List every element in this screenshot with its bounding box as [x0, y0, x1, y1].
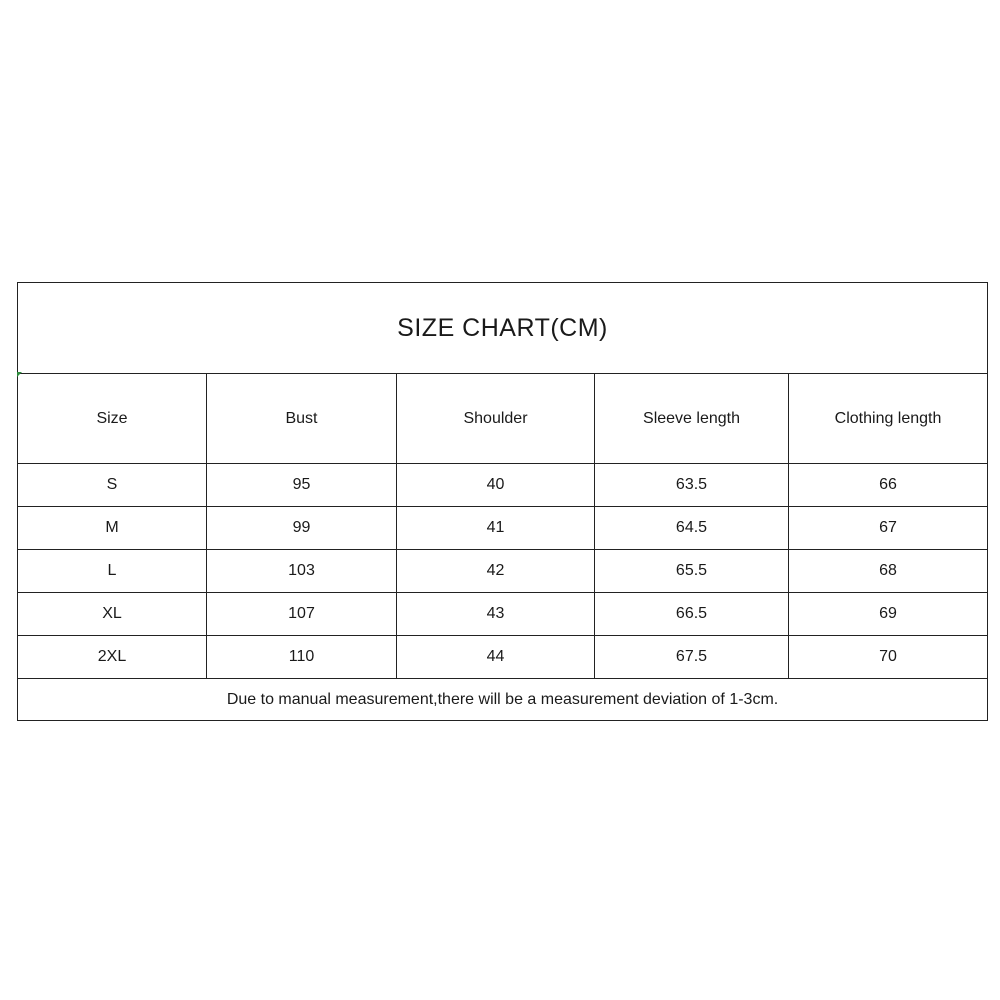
size-chart-table — [17, 282, 988, 721]
cell-sleeve-length: 66.5 — [595, 593, 789, 636]
cell-clothing-length: 66 — [789, 464, 988, 507]
cell-bust: 107 — [207, 593, 397, 636]
cell-shoulder: 42 — [397, 550, 595, 593]
cell-size: 2XL — [18, 636, 207, 679]
cell-sleeve-length: 65.5 — [595, 550, 789, 593]
cell-sleeve-length: 64.5 — [595, 507, 789, 550]
corner-mark-icon — [17, 372, 22, 377]
table-row-xl — [18, 593, 988, 636]
cell-size: L — [18, 550, 207, 593]
cell-sleeve-length: 67.5 — [595, 636, 789, 679]
measurement-note: Due to manual measurement,there will be a measurement deviation of 1-3cm. — [18, 679, 988, 721]
cell-clothing-length: 67 — [789, 507, 988, 550]
table-row-m — [18, 507, 988, 550]
table-row-l — [18, 550, 988, 593]
table-row-2xl — [18, 636, 988, 679]
cell-shoulder: 43 — [397, 593, 595, 636]
cell-clothing-length: 68 — [789, 550, 988, 593]
cell-size: XL — [18, 593, 207, 636]
cell-size: M — [18, 507, 207, 550]
cell-size: S — [18, 464, 207, 507]
cell-bust: 110 — [207, 636, 397, 679]
cell-bust: 103 — [207, 550, 397, 593]
cell-sleeve-length: 63.5 — [595, 464, 789, 507]
header-row — [18, 374, 988, 464]
column-header-clothing-length: Clothing length — [789, 374, 988, 464]
cell-shoulder: 41 — [397, 507, 595, 550]
column-header-bust: Bust — [207, 374, 397, 464]
cell-bust: 95 — [207, 464, 397, 507]
cell-shoulder: 44 — [397, 636, 595, 679]
chart-title: SIZE CHART(CM) — [18, 283, 988, 374]
note-row — [18, 679, 988, 721]
cell-shoulder: 40 — [397, 464, 595, 507]
column-header-sleeve-length: Sleeve length — [595, 374, 789, 464]
column-header-shoulder: Shoulder — [397, 374, 595, 464]
column-header-size: Size — [18, 374, 207, 464]
cell-bust: 99 — [207, 507, 397, 550]
title-row — [18, 283, 988, 374]
table-row-s — [18, 464, 988, 507]
cell-clothing-length: 70 — [789, 636, 988, 679]
cell-clothing-length: 69 — [789, 593, 988, 636]
